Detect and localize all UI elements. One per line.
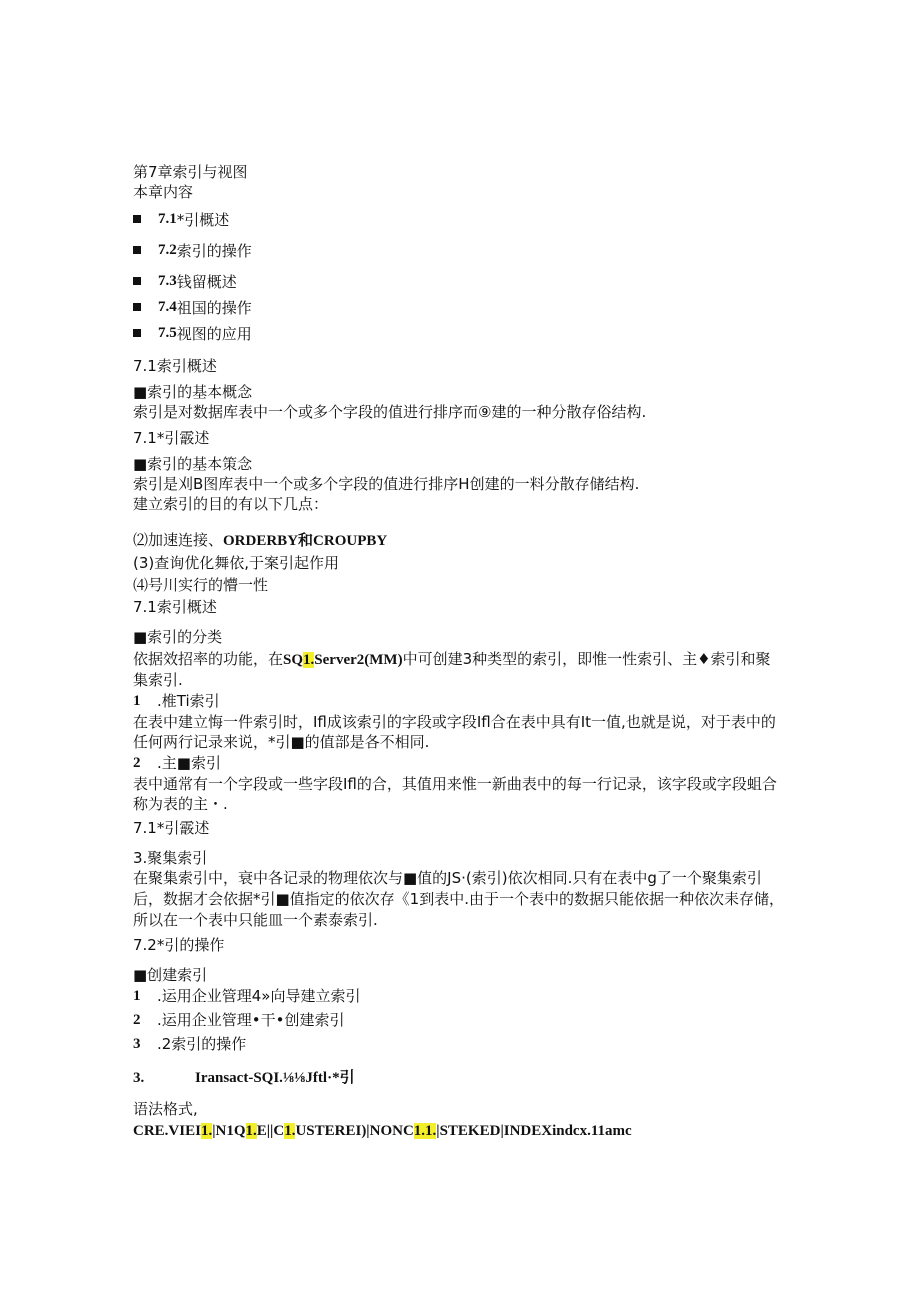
toc-item: 7.2 索引的操作 (133, 237, 793, 263)
section-subheading: ■索引的分类 (133, 628, 223, 646)
section-heading: 7.1*引霰述 (133, 429, 210, 447)
list-point: ⑵加速连接、ORDERBY和CROUPBY (133, 531, 388, 549)
section-subheading: ■索引的基本策念 (133, 455, 253, 473)
syntax-code: CRE.VIEI1.|N1Q1.E||C1.USTEREI)|NONC1.1.|STEKED|INDEXindcx.11amc (133, 1123, 632, 1139)
bullet-square-icon (133, 303, 141, 311)
paragraph: 索引是刈B图库表中一个或多个字段的值进行排序H创建的一料分散存储结构. (133, 475, 640, 493)
toc-item: 7.1 *引概述 (133, 206, 793, 232)
paragraph: 表中通常有一个字段或一些字段Ifl的合，其值用来惟一新曲表中的每一行记录，该字段或字段蛆合称为表的主・. (133, 775, 777, 813)
bullet-square-icon (133, 215, 141, 223)
section-subheading: ■索引的基本概念 (133, 383, 253, 401)
toc-item: 7.3 钱留概述 (133, 268, 793, 294)
list-point: (3)查询优化舞依,于案引起作用 (133, 554, 340, 572)
page-title: 第7章索引与视图 (133, 163, 248, 181)
section-subheading: ■创建索引 (133, 966, 208, 984)
list-point: ⑷号川实行的懵一性 (133, 576, 269, 594)
numbered-item: 3. Iransact-SQI.⅛⅛Jftl·*引 (133, 1070, 355, 1086)
syntax-label: 语法格式, (133, 1100, 198, 1118)
section-subheading: 3.聚集索引 (133, 849, 208, 867)
bullet-square-icon (133, 329, 141, 337)
numbered-item: 1 .运用企业管理4»向导建立索引 (133, 987, 361, 1005)
toc-list (133, 206, 793, 346)
bullet-square-icon (133, 246, 141, 254)
numbered-item: 1 .椎Ti索引 (133, 692, 220, 710)
contents-label: 本章内容 (133, 183, 194, 201)
section-heading: 7.1*引霰述 (133, 819, 210, 837)
paragraph: 依据效招率的功能，在SQ1.Server2(MM)中可创建3种类型的索引，即惟一性索引、主♦索引和聚集索引. (133, 650, 771, 689)
paragraph: 在表中建立悔一件索引时，Ifl成该索引的字段或字段Ifl合在表中具有It一值,也就是说，对于表中的任何两行记录来说，*引■的值部是各不相同. (133, 713, 776, 751)
numbered-item: 2 .主■索引 (133, 754, 221, 772)
document-page (133, 162, 793, 1141)
paragraph: 在聚集索引中，衰中各记录的物理依次与■值的JS·(索引)依次相同.只有在表中g了一个聚集索引后，数据才会依据*引■值指定的依次存《1到表中.由于一个表中的数据只能依据一种依次耒存储，所以在一个表中只能皿一个素泰索引. (133, 869, 784, 929)
bullet-square-icon (133, 277, 141, 285)
section-heading: 7.1索引概述 (133, 357, 217, 375)
numbered-item: 3 .2索引的操作 (133, 1035, 247, 1053)
numbered-item: 2 .运用企业管理•干•创建索引 (133, 1011, 345, 1029)
section-heading: 7.2*引的操作 (133, 936, 225, 954)
toc-item: 7.5 视图的应用 (133, 320, 793, 346)
toc-item: 7.4 祖国的操作 (133, 294, 793, 320)
paragraph: 索引是对数据库表中一个或多个字段的值进行排序而⑨建的一种分散存俗结构. (133, 403, 647, 421)
paragraph: 建立索引的目的有以下几点： (133, 495, 329, 513)
section-heading: 7.1索引概述 (133, 598, 217, 616)
